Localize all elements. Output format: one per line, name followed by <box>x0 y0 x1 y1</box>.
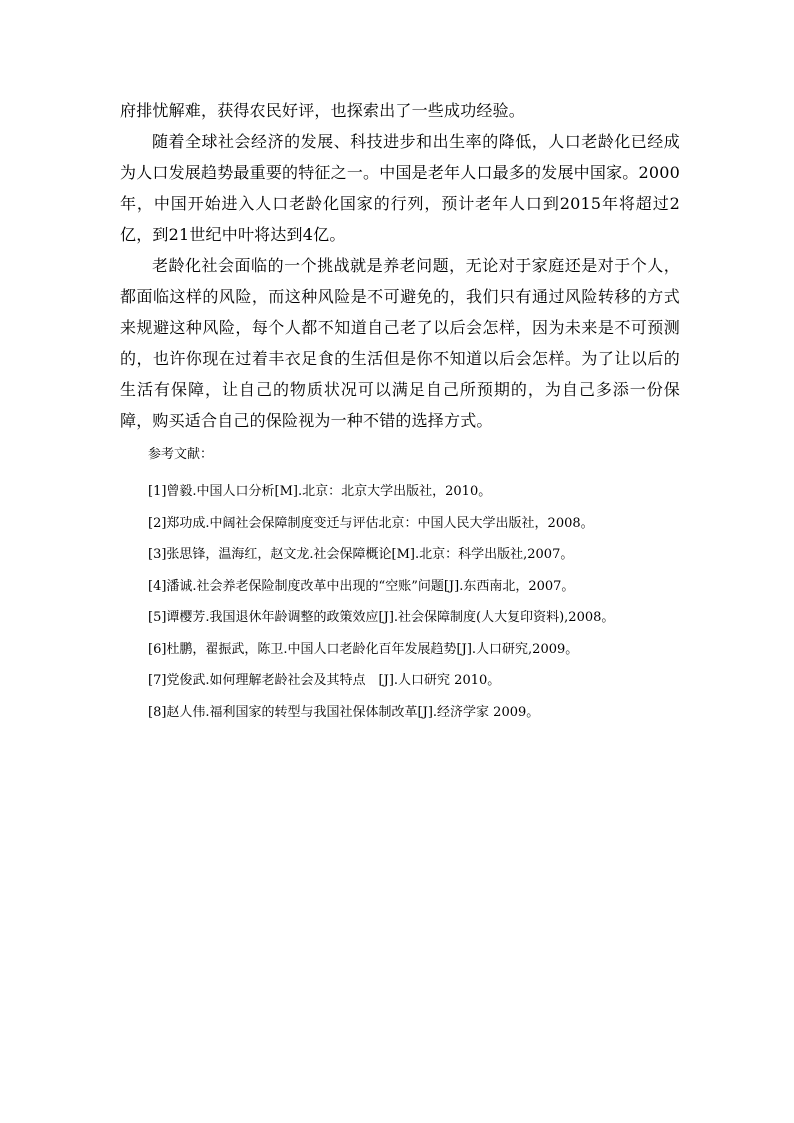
reference-item: [4]潘诚.社会养老保险制度改革中出现的“空账”问题[J].东西南北，2007。 <box>148 578 575 594</box>
paragraph-pension-challenge: 老龄化社会面临的一个挑战就是养老问题，无论对于家庭还是对于个人，都面临这样的风险，而这种风险是不可避免的，我们只有通过风险转移的方式来规避这种风险，每个人都不知道自己老了以后会怎样，因为未来是不可预测的，也许你现在过着丰衣足食的生活但是你不知道以后会怎样。为了让以后的生活有保障，让自己的物质状况可以满足自己所预期的，为自己多添一份保障，购买适合自己的保险视为一种不错的选择方式。 <box>120 256 680 430</box>
reference-item: [3]张思锋，温海红，赵文龙.社会保障概论[M].北京：科学出版社,2007。 <box>148 547 574 562</box>
reference-item: [1]曾毅.中国人口分析[M].北京：北京大学出版社，2010。 <box>148 484 492 499</box>
reference-item: [7]党俊武.如何理解老龄社会及其特点 [J].人口研究 2010。 <box>148 673 501 688</box>
reference-item: [8]赵人伟.福利国家的转型与我国社保体制改革[J].经济学家 2009。 <box>148 704 540 720</box>
references-list <box>148 476 680 728</box>
paragraph-population-aging: 随着全球社会经济的发展、科技进步和出生率的降低，人口老龄化已经成为人口发展趋势最重要的特征之一。中国是老年人口最多的发展中国家。2000年，中国开始进入人口老龄化国家的行列，预计老年人口到2015年将超过2亿，到21世纪中叶将达到4亿。 <box>120 132 680 244</box>
paragraph-continuation: 府排忧解难，获得农民好评，也探索出了一些成功经验。 <box>120 101 526 120</box>
references-heading: 参考文献： <box>148 447 214 462</box>
document-body <box>120 95 680 728</box>
reference-item: [5]谭樱芳.我国退休年龄调整的政策效应[J].社会保障制度(人大复印资料),2008。 <box>148 610 615 625</box>
reference-item: [6]杜鹏，翟振武，陈卫.中国人口老龄化百年发展趋势[J].人口研究,2009。 <box>148 641 579 657</box>
reference-item: [2]郑功成.中阔社会保障制度变迁与评估北京：中国人民大学出版社，2008。 <box>148 515 594 531</box>
